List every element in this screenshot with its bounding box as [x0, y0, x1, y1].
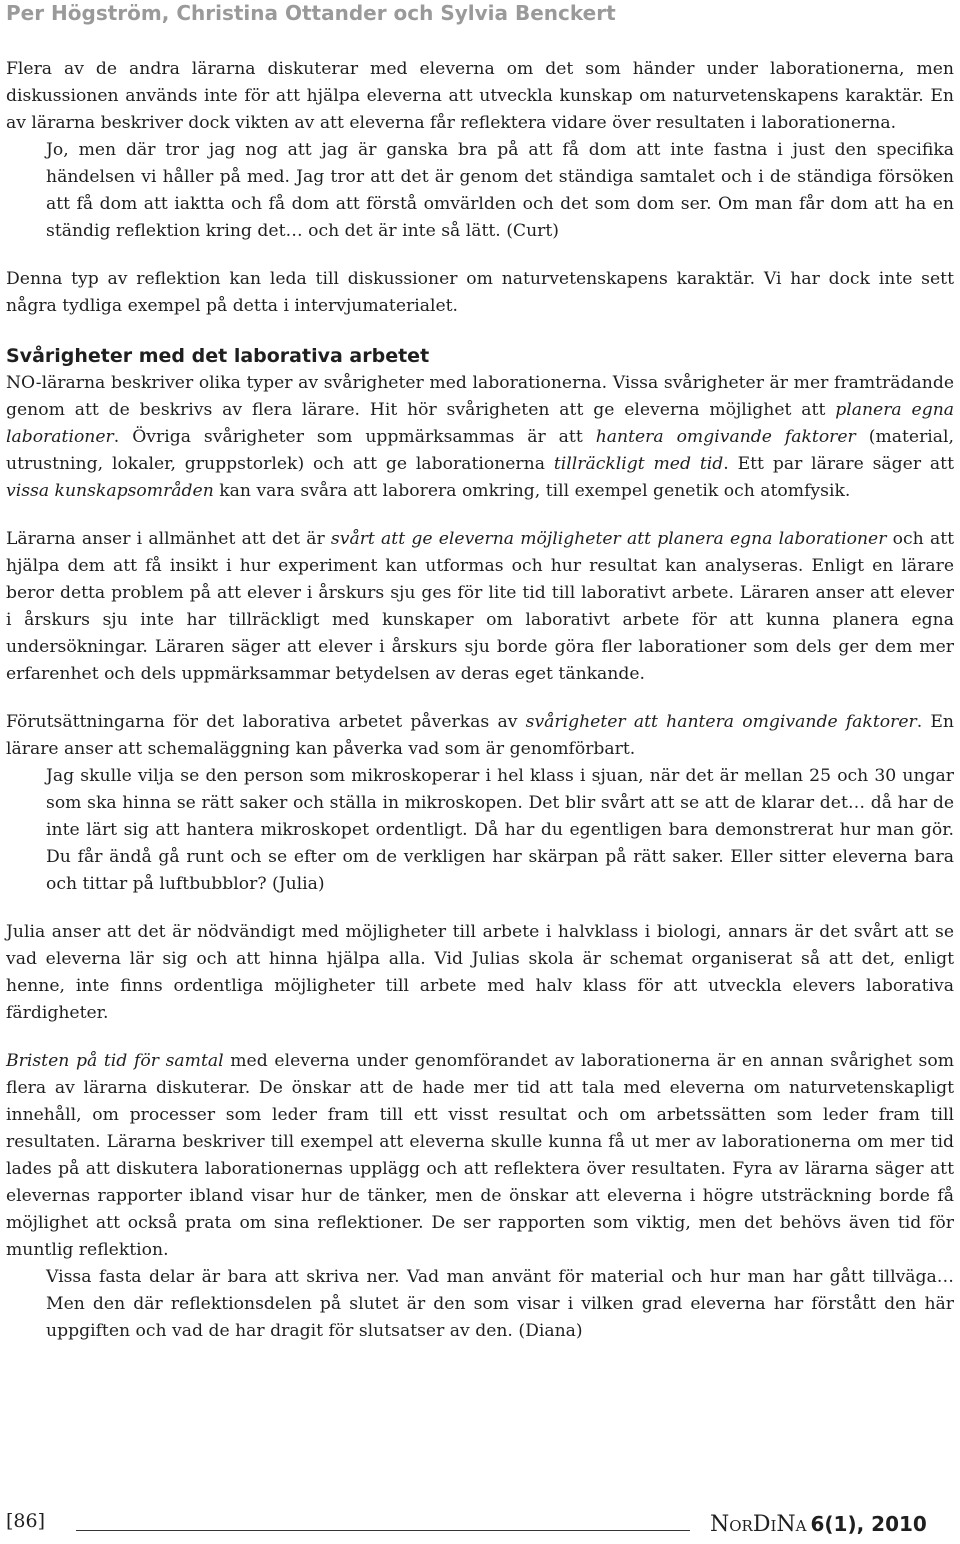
running-header-authors: Per Högström, Christina Ottander och Sylvia Benckert — [6, 1, 616, 25]
emphasis: hantera omgivande faktorer — [595, 427, 856, 447]
paragraph-7: Bristen på tid för samtal med eleverna under genomförandet av laborationerna är en annan svårighet som flera av lärarna diskuterar. De önskar att de hade mer tid att tala med eleverna om naturvetenskapligt innehåll, om processer som leder fram till ett visst resultat och om arbetssätten som leder fram till resultaten. Lärarna beskriver till exempel att eleverna skulle kunna få ut mer av laborationerna om mer tid lades på att diskutera laborationernas upplägg och att reflektera över resultaten. Fyra av lärarna säger att elevernas rapporter ibland visar hur de tänker, men de önskar att eleverna i högre utsträckning borde få möjlighet att också prata om sina reflektioner. De ser rapporten som viktig, men det behövs även tid för muntlig reflektion. — [6, 1051, 954, 1260]
paragraph-2: Denna typ av reflektion kan leda till diskussioner om naturvetenskapens karaktär. Vi har dock inte sett några tydliga exempel på detta i intervjumaterialet. — [6, 269, 954, 316]
emphasis: planera egna laborationer — [6, 400, 955, 447]
paragraph-3: NO-lärarna beskriver olika typer av svårigheter med laborationerna. Vissa svårigheter är mer framträdande genom att de beskrivs av flera lärare. Hit hör svårigheten att ge eleverna möjlighet att planera egna laborationer. Övriga svårigheter som uppmärksammas är att hantera omgivande faktorer (material, utrustning, lokaler, gruppstorlek) och att ge laborationerna tillräckligt med tid. Ett par lärare säger att vissa kunskapsområden kan vara svåra att laborera omkring, till exempel genetik och atomfysik. — [6, 373, 955, 501]
section-heading: Svårigheter med det laborativa arbetet — [6, 345, 430, 367]
emphasis: tillräckligt med tid — [553, 454, 724, 474]
journal-footer — [710, 1512, 927, 1537]
emphasis: vissa kunskapsområden — [6, 481, 214, 501]
article-body — [6, 56, 954, 1345]
emphasis: svårigheter att hantera omgivande faktorer — [525, 712, 917, 732]
page-number: [86] — [6, 1510, 46, 1532]
quote-julia: Jag skulle vilja se den person som mikroskoperar i hel klass i sjuan, när det är mellan 25 och 30 ungar som ska hinna se rätt saker och ställa in mikroskopen. Det blir svårt att se att de klarar det… då har de inte lärt sig att hantera mikroskopet ordentligt. Då har du egentligen bara demonstrerat hur man gör. Du får ändå gå runt och se efter om de verkligen har skärpan på rätt saker. Eller sitter eleverna bara och tittar på luftbubblor? (Julia) — [46, 766, 954, 894]
emphasis: Bristen på tid för samtal — [6, 1051, 224, 1071]
journal-name: NorDiNa — [710, 1512, 807, 1537]
paragraph-6: Julia anser att det är nödvändigt med möjligheter till arbete i halvklass i biologi, annars är det svårt att se vad eleverna lär sig och att hinna hjälpa alla. Vid Julias skola är schemat organiserat så att det, enligt henne, inte finns ordentliga möjligheter till arbete med halv klass för att utveckla elevers laborativa färdigheter. — [6, 922, 954, 1023]
quote-diana: Vissa fasta delar är bara att skriva ner. Vad man använt för material och hur man har gått tillväga… Men den där reflektionsdelen på slutet är den som visar i vilken grad eleverna har förstått den här uppgiften och vad de har dragit för slutsatser av den. (Diana) — [46, 1267, 954, 1341]
emphasis: svårt att ge eleverna möjligheter att planera egna laborationer — [330, 529, 887, 549]
paragraph-1: Flera av de andra lärarna diskuterar med eleverna om det som händer under laborationerna, men diskussionen används inte för att hjälpa eleverna att utveckla kunskap om naturvetenskapens karaktär. En av lärarna beskriver dock vikten av att eleverna får reflektera vidare över resultaten i laborationerna. — [6, 59, 954, 133]
footer-rule — [76, 1530, 690, 1531]
paragraph-5: Förutsättningarna för det laborativa arbetet påverkas av svårigheter att hantera omgivande faktorer. En lärare anser att schemaläggning kan påverka vad som är genomförbart. — [6, 712, 954, 759]
paragraph-4: Lärarna anser i allmänhet att det är svårt att ge eleverna möjligheter att planera egna laborationer och att hjälpa dem att få insikt i hur experiment kan utformas och hur resultat kan analyseras. Enligt en lärare beror detta problem på att elever i årskurs sju ges för lite tid till laborativt arbete. Läraren anser att elever i årskurs sju inte har tillräckligt med kunskaper om laborativt arbete för att kunna planera egna undersökningar. Läraren säger att elever i årskurs sju borde göra fler laborationer som dels ger dem mer erfarenhet och dels uppmärksammar betydelsen av deras eget tänkande. — [6, 529, 955, 684]
journal-issue: 6(1), 2010 — [810, 1512, 927, 1536]
quote-curt: Jo, men där tror jag nog att jag är ganska bra på att få dom att inte fastna i just den specifika händelsen vi håller på med. Jag tror att det är genom det ständiga samtalet och i de ständiga försöken att få dom att iaktta och få dom att förstå omvärlden och det som dom ser. Om man får dom att ha en ständig reflektion kring det… och det är inte så lätt. (Curt) — [46, 140, 954, 241]
